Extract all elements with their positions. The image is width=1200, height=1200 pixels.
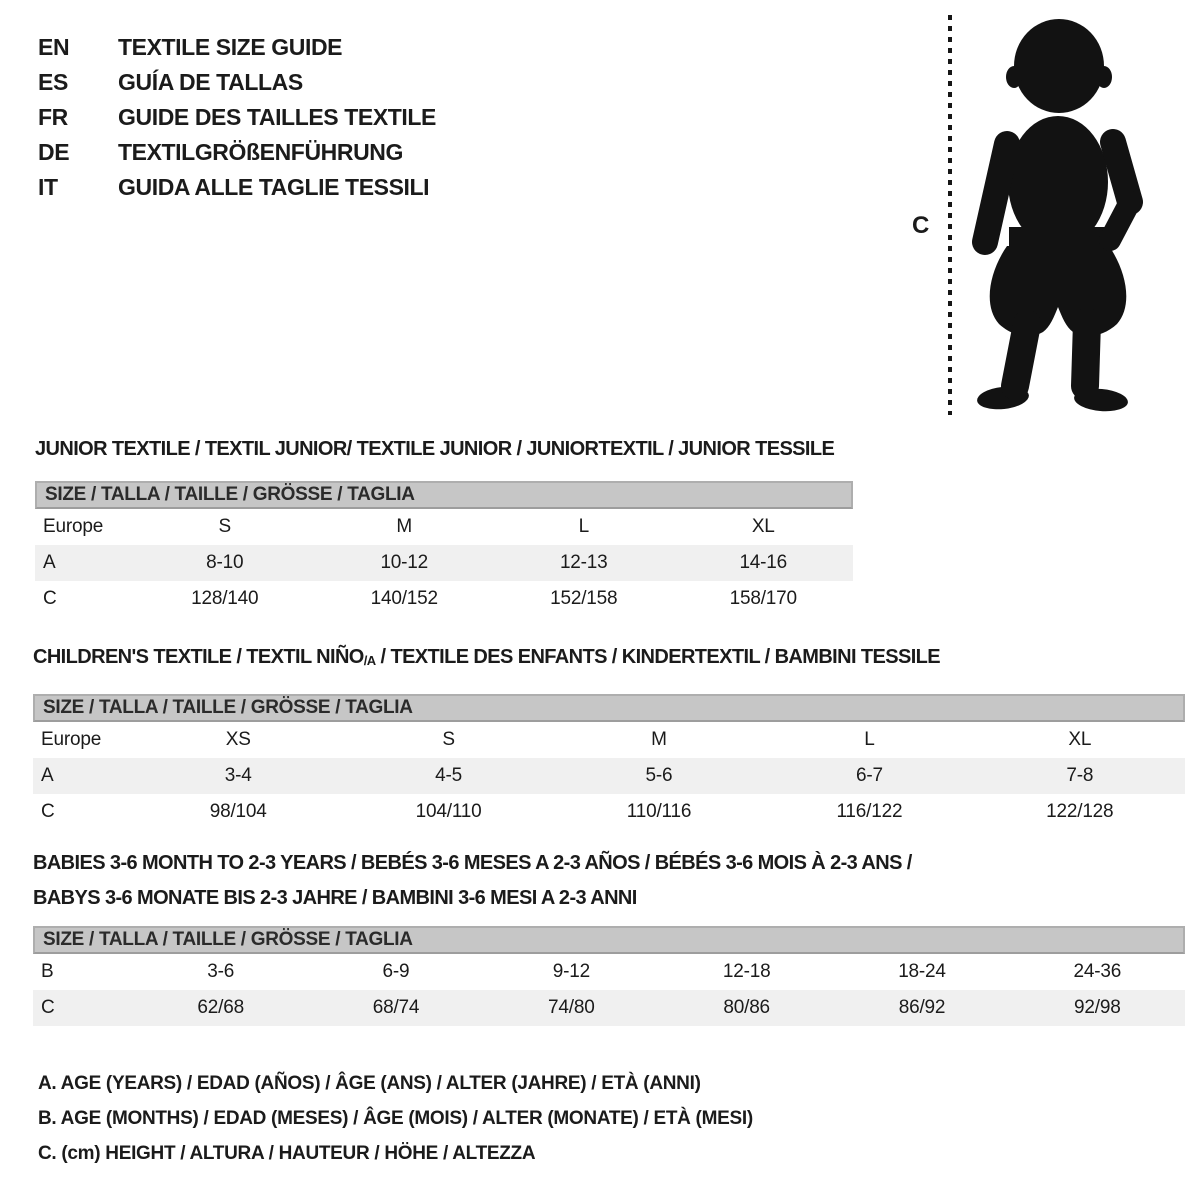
age-value: 4-5 [435,765,463,786]
months-value: 6-9 [382,961,410,982]
language-row-en [38,30,436,65]
height-value: 98/104 [209,801,267,822]
row-key: A [41,765,54,786]
babies-height-row [33,990,1185,1026]
age-value: 5-6 [645,765,673,786]
height-value: 104/110 [415,801,482,822]
guide-title: GUÍA DE TALLAS [118,69,303,95]
age-value: 8-10 [206,552,244,573]
children-height-row [33,794,1185,830]
language-code: EN [38,34,70,60]
height-value: 62/68 [197,997,244,1018]
height-value: 122/128 [1046,801,1114,822]
children-title-rest: / TEXTILE DES ENFANTS / KINDERTEXTIL / BAMBINI TESSILE [375,646,941,668]
children-title-suffix: /A [363,653,376,668]
babies-section [33,846,1185,1026]
language-row-de [38,135,436,170]
months-value: 18-24 [898,961,946,982]
guide-title: GUIDE DES TAILLES TEXTILE [118,104,436,130]
height-value: 80/86 [723,997,770,1018]
children-columns-row [33,722,1185,758]
junior-section [35,437,853,617]
babies-months-row [33,954,1185,990]
guide-title: TEXTILGRÖßENFÜHRUNG [118,139,403,165]
guide-title: TEXTILE SIZE GUIDE [118,34,343,60]
height-value: 92/98 [1074,997,1121,1018]
babies-title-line2: BABYS 3-6 MONATE BIS 2-3 JAHRE / BAMBINI 3-6 MESI A 2-3 ANNI [33,887,637,909]
age-value: 3-4 [224,765,252,786]
height-measure-dashed-line [948,15,952,415]
size-column-label: XL [751,516,775,537]
row-key: C [41,997,55,1018]
months-value: 3-6 [207,961,235,982]
size-column-label: M [651,729,667,750]
size-column-label: XS [225,729,251,750]
age-value: 14-16 [739,552,788,573]
height-value: 158/170 [729,588,797,609]
size-column-label: XL [1068,729,1092,750]
junior-section-title: JUNIOR TEXTILE / TEXTIL JUNIOR/ TEXTILE JUNIOR / JUNIORTEXTIL / JUNIOR TESSILE [35,438,835,460]
language-row-it [38,170,436,205]
language-row-es [38,65,436,100]
language-code: DE [38,139,70,165]
months-value: 9-12 [552,961,590,982]
height-measure-label: C [912,212,930,239]
language-code: IT [38,174,58,200]
height-value: 140/152 [370,588,438,609]
size-column-label: M [396,516,413,537]
region-label: Europe [43,516,104,537]
children-age-row [33,758,1185,794]
guide-title: GUIDA ALLE TAGLIE TESSILI [118,174,430,200]
age-value: 6-7 [855,765,883,786]
size-column-label: L [864,729,875,750]
babies-size-header-bar: SIZE / TALLA / TAILLE / GRÖSSE / TAGLIA [33,926,1185,954]
height-value: 110/116 [626,801,692,822]
children-size-header-bar: SIZE / TALLA / TAILLE / GRÖSSE / TAGLIA [33,694,1185,722]
size-column-label: L [578,516,589,537]
months-value: 12-18 [722,961,771,982]
row-key: A [43,552,56,573]
legend-height-cm: C. (cm) HEIGHT / ALTURA / HAUTEUR / HÖHE / ALTEZZA [38,1143,536,1164]
toddler-silhouette-icon [963,12,1163,412]
height-value: 68/74 [372,997,420,1018]
children-section-title [33,645,1185,673]
language-row-fr [38,100,436,135]
legend-age-months: B. AGE (MONTHS) / EDAD (MESES) / ÂGE (MOIS) / ALTER (MONATE) / ETÀ (MESI) [38,1108,753,1129]
junior-size-header-bar: SIZE / TALLA / TAILLE / GRÖSSE / TAGLIA [35,481,853,509]
height-value: 152/158 [550,588,618,609]
babies-section-title [33,846,1185,916]
children-section [33,645,1185,830]
region-label: Europe [41,729,102,750]
height-value: 128/140 [191,588,259,609]
language-code: FR [38,104,68,130]
row-key: B [41,961,54,982]
age-value: 12-13 [559,552,608,573]
height-value: 116/122 [836,801,903,822]
language-title-block [38,30,436,205]
legend-age-years: A. AGE (YEARS) / EDAD (AÑOS) / ÂGE (ANS) / ALTER (JAHRE) / ETÀ (ANNI) [38,1073,701,1094]
junior-columns-row [35,509,853,545]
children-title-main: CHILDREN'S TEXTILE / TEXTIL NIÑO [33,646,364,668]
junior-age-row [35,545,853,581]
size-column-label: S [442,729,455,750]
height-value: 86/92 [898,997,946,1018]
row-key: C [41,801,55,822]
months-value: 24-36 [1073,961,1122,982]
junior-height-row [35,581,853,617]
height-value: 74/80 [548,997,595,1018]
age-value: 7-8 [1066,765,1094,786]
age-value: 10-12 [380,552,429,573]
row-key: C [43,588,57,609]
language-code: ES [38,69,68,95]
legend-block [38,1066,753,1171]
size-column-label: S [218,516,231,537]
babies-title-line1: BABIES 3-6 MONTH TO 2-3 YEARS / BEBÉS 3-6 MESES A 2-3 AÑOS / BÉBÉS 3-6 MOIS À 2-3 ANS / [33,852,912,874]
